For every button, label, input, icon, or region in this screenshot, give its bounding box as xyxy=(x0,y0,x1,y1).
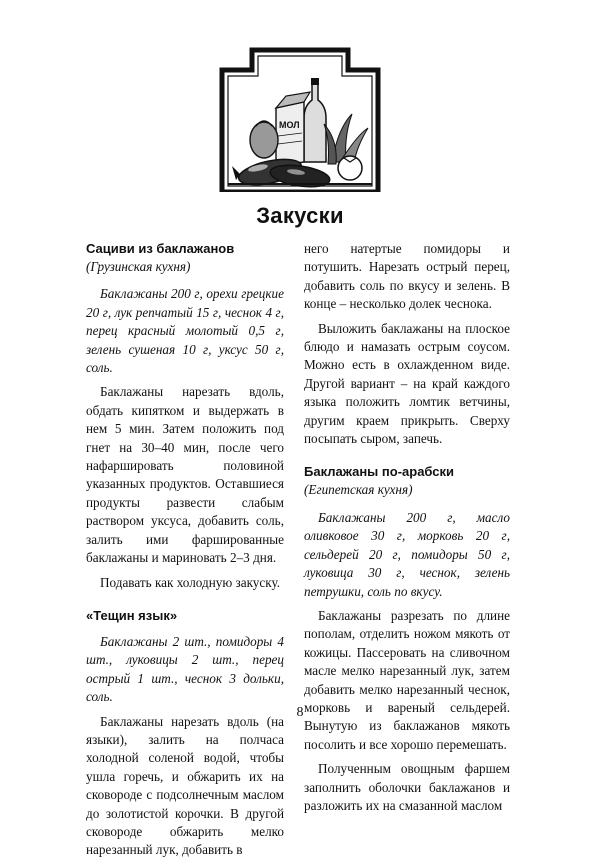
page-number: 8 xyxy=(296,705,304,720)
recipe-instructions: Баклажаны нарезать вдоль, обдать кипятком и выдержать в нем 5 мин. Затем положить под гнет на 30–40 мин, после чего нафаршировать половиной указанных продуктов. Оставшиеся продукты развести слабым раствором уксуса, добавить соль, залить ими фаршированные баклажаны и мариновать 2–3 дня. xyxy=(86,384,284,566)
recipe-cuisine: (Египетская кухня) xyxy=(304,482,413,498)
page-title: Закуски xyxy=(256,203,344,228)
recipe-title: Сациви из баклажанов xyxy=(86,241,235,256)
recipe-instructions: Баклажаны нарезать вдоль (на языки), залить на полчаса холодной соленой водой, чтобы ушла горечь, и обжарить их на сковороде с подсолнечным маслом до золотистой корочки. В другой сковороде обжарить мелко нарезанный лук, добавить в xyxy=(86,713,284,858)
carton-label: МОЛ xyxy=(279,120,300,130)
recipe-cuisine: (Грузинская кухня) xyxy=(86,259,191,274)
recipe-instructions: Баклажаны разрезать по длине пополам, отделить ножом мякоть от кожицы. Пассеровать на сливочном масле мелко нарезанный лук, затем добавить мелко нарезанный чеснок, морковь и вареный сельдерей. Вынутую из баклажанов мякоть посолить и все хорошо перемешать. xyxy=(304,607,510,752)
recipe-ingredients: Баклажаны 200 г, масло оливковое 30 г, морковь 20 г, сельдерей 20 г, помидоры 50 г, луковица 30 г, чеснок, зелень петрушки, соль по вкусу. xyxy=(304,509,510,599)
recipe-ingredients: Баклажаны 2 шт., помидоры 4 шт., луковицы 2 шт., перец острый 1 шт., чеснок 3 дольки, соль. xyxy=(86,633,284,705)
recipe-serving-note: Подавать как холодную закуску. xyxy=(100,574,281,590)
recipe-instructions: Выложить баклажаны на плоское блюдо и намазать острым соусом. Можно есть в охлажденном виде. Другой вариант – на край каждого языка положить ломтик ветчины, другим краем прикрыть. Сверху посыпать сыром, запечь. xyxy=(304,320,510,447)
recipe-title: Баклажаны по-арабски xyxy=(304,464,455,480)
right-column xyxy=(304,240,510,821)
recipe-ingredients: Баклажаны 200 г, орехи грецкие 20 г, лук репчатый 15 г, чеснок 4 г, перец красный молотый 0,5 г, зелень сушеная 10 г, уксус 50 г, соль. xyxy=(86,286,284,376)
recipe-title: «Тещин язык» xyxy=(86,607,178,623)
recipe-instructions: Полученным овощным фаршем заполнить оболочки баклажанов и разложить их на смазанной маслом xyxy=(304,761,510,813)
still-life-illustration xyxy=(212,44,388,192)
recipe-instructions-continued: него натертые помидоры и потушить. Нарезать острый перец, добавить соль по вкусу и зелень. В конце – несколько долек чеснока. xyxy=(304,241,510,312)
left-column xyxy=(86,240,284,866)
